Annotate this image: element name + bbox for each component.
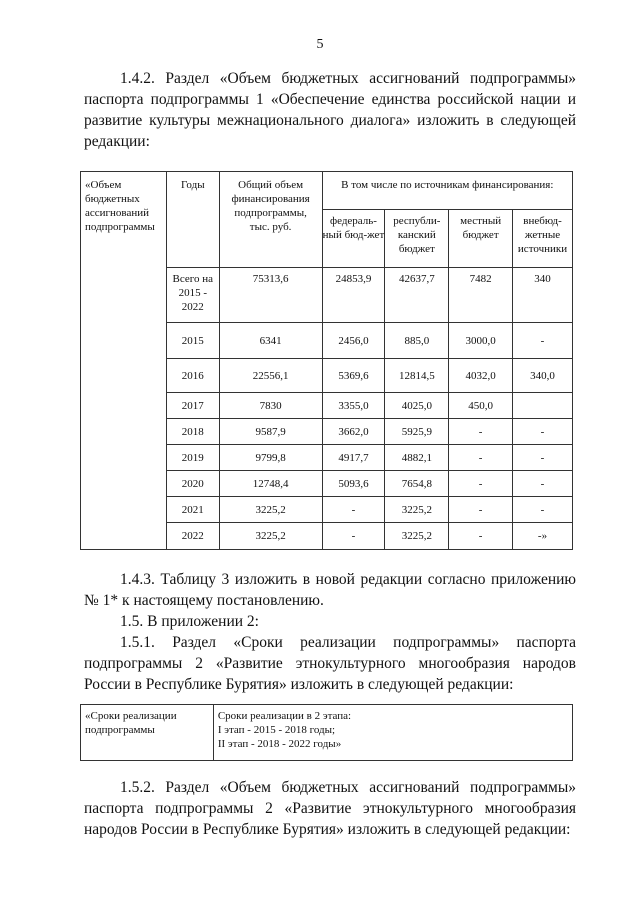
cell-republic: 3225,2 — [385, 523, 449, 550]
cell-local: - — [449, 419, 513, 445]
header-federal: федераль-ный бюд-жет — [322, 210, 385, 268]
cell-federal: - — [322, 497, 385, 523]
cell-year: 2019 — [166, 445, 219, 471]
cell-year: 2021 — [166, 497, 219, 523]
cell-federal: 5369,6 — [322, 359, 385, 393]
cell-local: 7482 — [449, 268, 513, 323]
cell-federal: 3355,0 — [322, 393, 385, 419]
cell-local: - — [449, 523, 513, 550]
cell-year: 2018 — [166, 419, 219, 445]
page-number: 5 — [316, 37, 324, 52]
period-line-3: II этап - 2018 - 2022 годы» — [217, 738, 342, 750]
header-local: местный бюджет — [449, 210, 513, 268]
cell-total: 6341 — [219, 323, 322, 359]
cell-year: 2016 — [166, 359, 219, 393]
period-line-2: I этап - 2015 - 2018 годы; — [217, 724, 336, 736]
cell-total: 9799,8 — [219, 445, 322, 471]
cell-extrabudget — [513, 393, 573, 419]
cell-total: 7830 — [219, 393, 322, 419]
cell-federal: 3662,0 — [322, 419, 385, 445]
cell-total: 12748,4 — [219, 471, 322, 497]
cell-local: - — [449, 445, 513, 471]
cell-total: 22556,1 — [219, 359, 322, 393]
cell-total: 75313,6 — [219, 268, 322, 323]
cell-federal: 4917,7 — [322, 445, 385, 471]
cell-republic: 4025,0 — [385, 393, 449, 419]
cell-extrabudget: -» — [513, 523, 573, 550]
cell-local: 4032,0 — [449, 359, 513, 393]
header-total: Общий объем финансирования подпрограммы, тыс. руб. — [219, 172, 322, 268]
paragraph-1-4-2: 1.4.2. Раздел «Объем бюджетных ассигнований подпрограммы» паспорта подпрограммы 1 «Обеспечение единства российской нации и развитие культуры межнационального диалога» изложить в следующей редакции: — [84, 70, 576, 150]
cell-extrabudget: - — [513, 445, 573, 471]
period-table — [80, 704, 573, 761]
cell-total: 3225,2 — [219, 523, 322, 550]
cell-federal: 2456,0 — [322, 323, 385, 359]
header-years: Годы — [166, 172, 219, 268]
cell-year: 2017 — [166, 393, 219, 419]
cell-extrabudget: 340,0 — [513, 359, 573, 393]
cell-republic: 42637,7 — [385, 268, 449, 323]
cell-extrabudget: - — [513, 497, 573, 523]
period-line-1: Сроки реализации в 2 этапа: — [217, 710, 352, 722]
cell-federal: 5093,6 — [322, 471, 385, 497]
cell-year: Всего на 2015 - 2022 — [166, 268, 219, 323]
paragraph-1-5-1: 1.5.1. Раздел «Сроки реализации подпрограммы» паспорта подпрограммы 2 «Развитие этнокультурного многообразия народов России в Республике Бурятия» изложить в следующей редакции: — [84, 634, 576, 693]
cell-local: 3000,0 — [449, 323, 513, 359]
cell-total: 9587,9 — [219, 419, 322, 445]
cell-republic: 7654,8 — [385, 471, 449, 497]
cell-local: - — [449, 497, 513, 523]
paragraph-1-5: 1.5. В приложении 2: — [120, 613, 259, 630]
cell-year: 2022 — [166, 523, 219, 550]
cell-total: 3225,2 — [219, 497, 322, 523]
header-budget-label: «Объем бюджетных ассигнований подпрограммы — [81, 172, 167, 550]
cell-local: 450,0 — [449, 393, 513, 419]
cell-republic: 3225,2 — [385, 497, 449, 523]
header-extrabudget: внебюд-жетные источники — [513, 210, 573, 268]
cell-republic: 4882,1 — [385, 445, 449, 471]
cell-federal: 24853,9 — [322, 268, 385, 323]
header-sources: В том числе по источникам финансирования: — [322, 172, 572, 210]
cell-extrabudget: - — [513, 323, 573, 359]
period-label: «Сроки реализации подпрограммы — [81, 705, 214, 761]
paragraph-1-5-2: 1.5.2. Раздел «Объем бюджетных ассигнований подпрограммы» паспорта подпрограммы 2 «Развитие этнокультурного многообразия народов России в Республике Бурятия» изложить в следующей редакции: — [84, 779, 576, 838]
cell-republic: 885,0 — [385, 323, 449, 359]
cell-federal: - — [322, 523, 385, 550]
paragraph-1-4-3: 1.4.3. Таблицу 3 изложить в новой редакции согласно приложению № 1* к настоящему постановлению. — [84, 571, 576, 609]
cell-year: 2020 — [166, 471, 219, 497]
budget-table — [80, 171, 573, 550]
header-republic: республи-канский бюджет — [385, 210, 449, 268]
cell-extrabudget: 340 — [513, 268, 573, 323]
cell-republic: 12814,5 — [385, 359, 449, 393]
cell-extrabudget: - — [513, 471, 573, 497]
cell-local: - — [449, 471, 513, 497]
cell-republic: 5925,9 — [385, 419, 449, 445]
cell-year: 2015 — [166, 323, 219, 359]
period-values — [213, 705, 572, 761]
cell-extrabudget: - — [513, 419, 573, 445]
